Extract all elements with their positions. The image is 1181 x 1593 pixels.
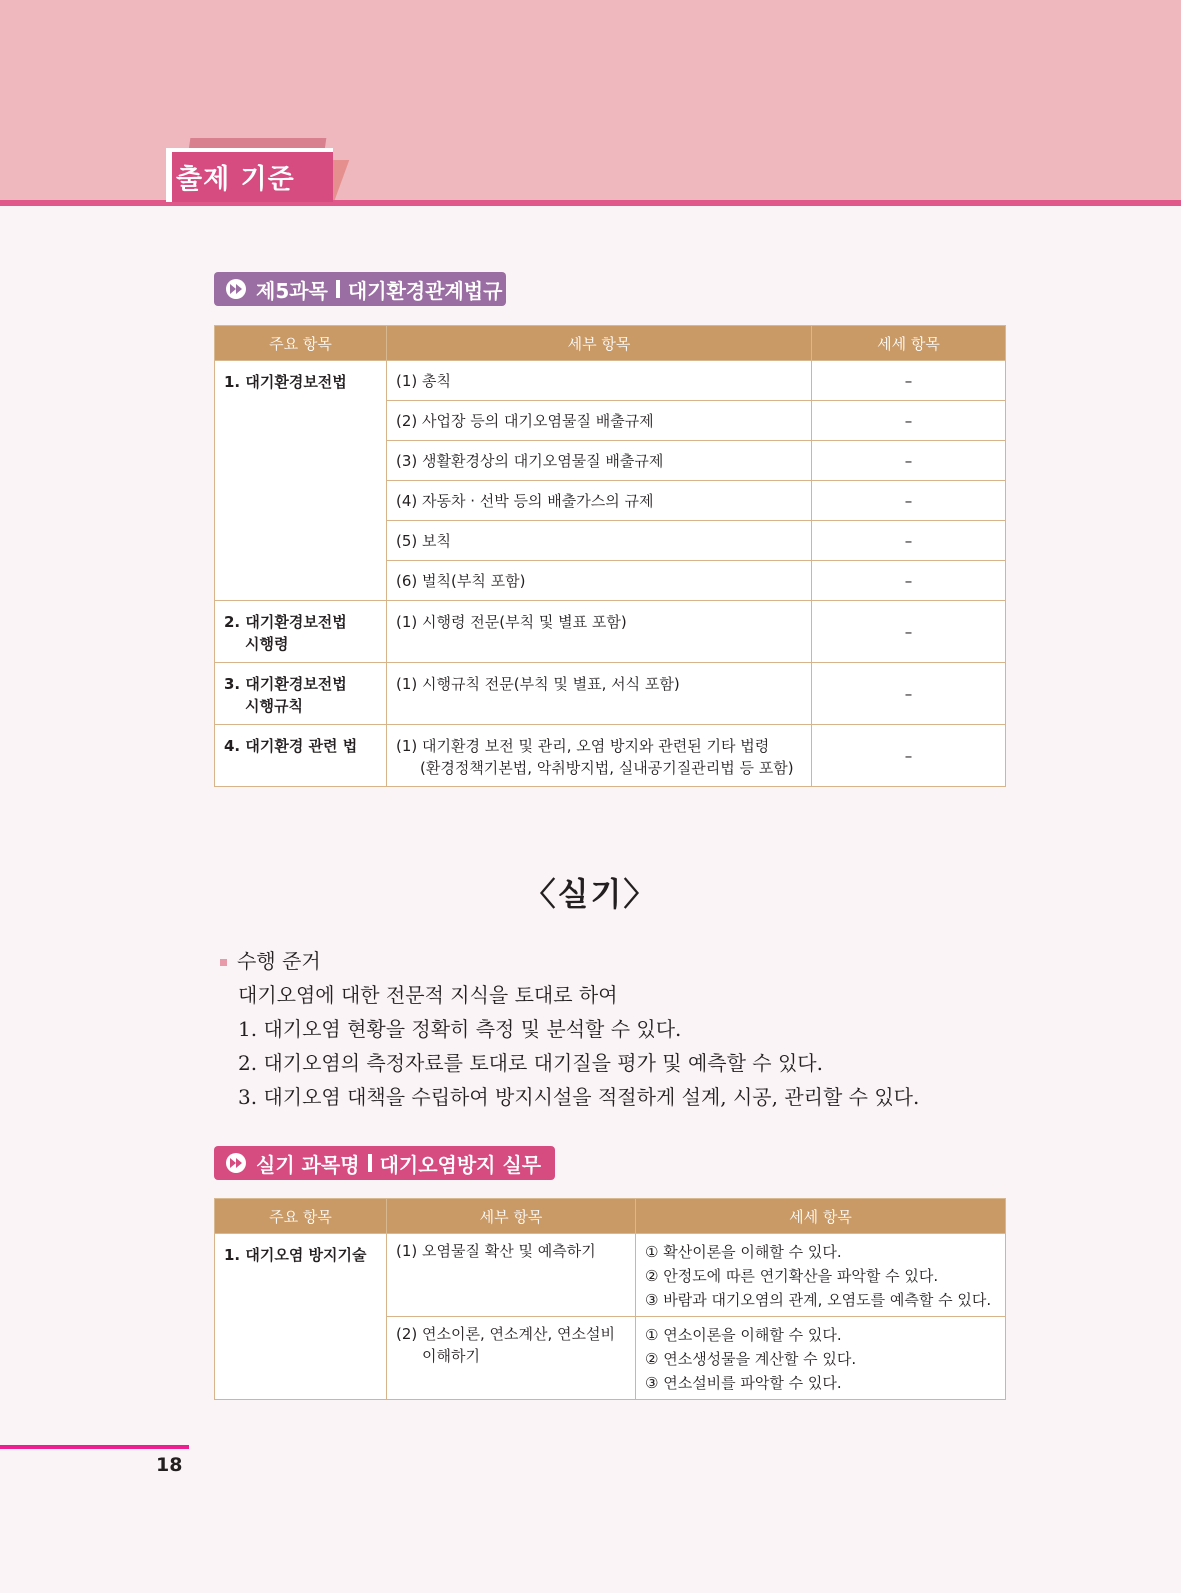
column-header: 세세 항목 xyxy=(636,1199,1006,1234)
table-row xyxy=(215,601,1006,663)
standard-title-row xyxy=(220,944,1120,978)
section5-label xyxy=(214,272,506,306)
sub-item: ② 안정도에 따른 연기확산을 파악할 수 있다. xyxy=(645,1267,939,1285)
column-header: 주요 항목 xyxy=(215,1199,387,1234)
detail-item xyxy=(387,725,812,787)
column-header: 주요 항목 xyxy=(215,326,387,361)
page-title: 출제 기준 xyxy=(176,164,295,195)
main-item: 1. 대기오염 방지기술 xyxy=(215,1234,387,1400)
practical-section-prefix: 실기 과목명 xyxy=(256,1152,360,1177)
sub-item: – xyxy=(812,601,1006,663)
detail-line: 이해하기 xyxy=(422,1347,480,1365)
sub-item: – xyxy=(812,441,1006,481)
column-header: 세세 항목 xyxy=(812,326,1006,361)
footer-bar xyxy=(0,1445,189,1449)
main-item: 1. 대기환경보전법 xyxy=(215,361,387,601)
sub-item: – xyxy=(812,663,1006,725)
sub-item: – xyxy=(812,361,1006,401)
sub-item: ① 확산이론을 이해할 수 있다. xyxy=(645,1243,842,1261)
section5-prefix: 제5과목 xyxy=(256,278,328,303)
detail-item xyxy=(387,1317,636,1400)
practical-table xyxy=(214,1198,1006,1400)
detail-line: (1) 대기환경 보전 및 관리, 오염 방지와 관련된 기타 법령 xyxy=(396,737,770,755)
main-item xyxy=(215,601,387,663)
column-header: 세부 항목 xyxy=(387,326,812,361)
detail-item: (1) 총칙 xyxy=(387,361,812,401)
table-row xyxy=(215,1234,1006,1317)
detail-item: (2) 사업장 등의 대기오염물질 배출규제 xyxy=(387,401,812,441)
separator-bar xyxy=(336,280,340,298)
standard-item: 2. 대기오염의 측정자료를 토대로 대기질을 평가 및 예측할 수 있다. xyxy=(238,1051,823,1075)
fast-forward-icon xyxy=(226,1153,246,1173)
separator-bar xyxy=(368,1154,372,1172)
main-item-line: 시행령 xyxy=(245,635,289,653)
detail-item: (5) 보칙 xyxy=(387,521,812,561)
main-item-line: 시행규칙 xyxy=(245,697,303,715)
sub-item: – xyxy=(812,481,1006,521)
column-header: 세부 항목 xyxy=(387,1199,636,1234)
sub-items xyxy=(636,1317,1006,1400)
square-bullet-icon xyxy=(220,959,227,966)
sub-item: ① 연소이론을 이해할 수 있다. xyxy=(645,1326,842,1344)
detail-line: (2) 연소이론, 연소계산, 연소설비 xyxy=(396,1325,615,1343)
table-row xyxy=(215,663,1006,725)
standard-item: 1. 대기오염 현황을 정확히 측정 및 분석할 수 있다. xyxy=(238,1017,682,1041)
sub-item: ③ 바람과 대기오염의 관계, 오염도를 예측할 수 있다. xyxy=(645,1291,992,1309)
section5-title: 대기환경관계법규 xyxy=(347,278,503,303)
page-number: 18 xyxy=(156,1454,183,1476)
practical-section-title: 대기오염방지 실무 xyxy=(379,1152,542,1177)
table-row xyxy=(215,725,1006,787)
sub-item: ② 연소생성물을 계산할 수 있다. xyxy=(645,1350,857,1368)
detail-item: (1) 시행규칙 전문(부칙 및 별표, 서식 포함) xyxy=(387,663,812,725)
table-header-row xyxy=(215,326,1006,361)
practical-section-label xyxy=(214,1146,555,1180)
sub-item: – xyxy=(812,521,1006,561)
practical-heading: 〈실기〉 xyxy=(523,875,658,913)
sub-item: – xyxy=(812,561,1006,601)
sub-item: ③ 연소설비를 파악할 수 있다. xyxy=(645,1374,842,1392)
standard-title: 수행 준거 xyxy=(237,949,321,973)
detail-item: (3) 생활환경상의 대기오염물질 배출규제 xyxy=(387,441,812,481)
detail-item: (1) 오염물질 확산 및 예측하기 xyxy=(387,1234,636,1317)
main-item xyxy=(215,663,387,725)
detail-line: (환경정책기본법, 악취방지법, 실내공기질관리법 등 포함) xyxy=(420,759,794,777)
sub-item: – xyxy=(812,725,1006,787)
standard-intro: 대기오염에 대한 전문적 지식을 토대로 하여 xyxy=(238,983,618,1007)
detail-item: (1) 시행령 전문(부칙 및 별표 포함) xyxy=(387,601,812,663)
table-header-row xyxy=(215,1199,1006,1234)
detail-item: (4) 자동차 · 선박 등의 배출가스의 규제 xyxy=(387,481,812,521)
table-row xyxy=(215,361,1006,401)
main-item-line: 2. 대기환경보전법 xyxy=(224,613,347,631)
main-item-line: 3. 대기환경보전법 xyxy=(224,675,347,693)
subject5-table xyxy=(214,325,1006,787)
fast-forward-icon xyxy=(226,279,246,299)
sub-items xyxy=(636,1234,1006,1317)
sub-item: – xyxy=(812,401,1006,441)
standard-item: 3. 대기오염 대책을 수립하여 방지시설을 적절하게 설계, 시공, 관리할 수 있다. xyxy=(238,1085,920,1109)
main-item: 4. 대기환경 관련 법 xyxy=(215,725,387,787)
detail-item: (6) 벌칙(부칙 포함) xyxy=(387,561,812,601)
performance-standard xyxy=(220,944,1120,1114)
